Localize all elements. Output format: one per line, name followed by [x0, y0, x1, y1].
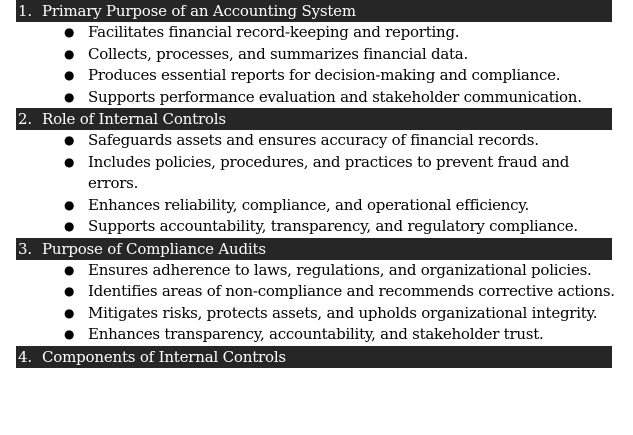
list-item	[0, 303, 633, 325]
list-item	[0, 152, 633, 195]
list-item-text: Enhances reliability, compliance, and operational efficiency.	[88, 195, 530, 214]
bullet-icon: ●	[64, 89, 75, 104]
list-item-text: Supports accountability, transparency, and regulatory compliance.	[88, 217, 578, 235]
bullet-icon: ●	[64, 219, 75, 233]
section-title: Components of Internal Controls	[42, 347, 286, 366]
section-number: 2.	[18, 110, 32, 128]
bullet-icon: ●	[64, 154, 75, 169]
section-header	[16, 108, 612, 130]
list-item	[0, 260, 633, 282]
bullet-icon: ●	[64, 46, 75, 61]
section-title: Primary Purpose of an Accounting System	[42, 2, 356, 20]
list-item	[0, 130, 633, 152]
list-item	[0, 216, 633, 238]
bullet-icon: ●	[64, 262, 75, 277]
section-header	[16, 346, 612, 368]
section-number: 4.	[18, 347, 32, 366]
list-item	[0, 65, 633, 87]
list-item-text: Produces essential reports for decision-making and compliance.	[88, 66, 561, 84]
list-item	[0, 87, 633, 109]
list-item-text: Ensures adherence to laws, regulations, and organizational policies.	[88, 260, 592, 279]
bullet-icon: ●	[64, 25, 75, 39]
section-number: 1.	[18, 2, 32, 20]
bullet-icon: ●	[64, 197, 75, 212]
section-number: 3.	[18, 239, 32, 258]
bullet-icon: ●	[64, 327, 75, 341]
bullet-icon: ●	[64, 68, 75, 82]
bullet-list	[0, 130, 633, 238]
list-item	[0, 324, 633, 346]
list-item-text: Includes policies, procedures, and practices to prevent fraud and errors.	[88, 152, 570, 192]
list-item	[0, 22, 633, 44]
section-title: Purpose of Compliance Audits	[42, 239, 266, 258]
section-title: Role of Internal Controls	[42, 110, 226, 128]
bullet-list	[0, 260, 633, 346]
list-item-text: Facilitates financial record-keeping and reporting.	[88, 23, 460, 41]
list-item-text: Mitigates risks, protects assets, and upholds organizational integrity.	[88, 303, 598, 322]
bullet-icon: ●	[64, 284, 75, 298]
bullet-icon: ●	[64, 305, 75, 320]
list-item-text: Enhances transparency, accountability, and stakeholder trust.	[88, 325, 544, 343]
bullet-icon: ●	[64, 133, 75, 147]
section-header	[16, 0, 612, 22]
list-item-text: Identifies areas of non-compliance and recommends corrective actions.	[88, 282, 615, 300]
list-item	[0, 281, 633, 303]
section-header	[16, 238, 612, 260]
list-item-text: Collects, processes, and summarizes financial data.	[88, 44, 469, 63]
list-item	[0, 195, 633, 217]
list-item	[0, 44, 633, 66]
list-item-text: Safeguards assets and ensures accuracy of financial records.	[88, 131, 539, 149]
bullet-list	[0, 22, 633, 108]
list-item-text: Supports performance evaluation and stakeholder communication.	[88, 87, 582, 106]
